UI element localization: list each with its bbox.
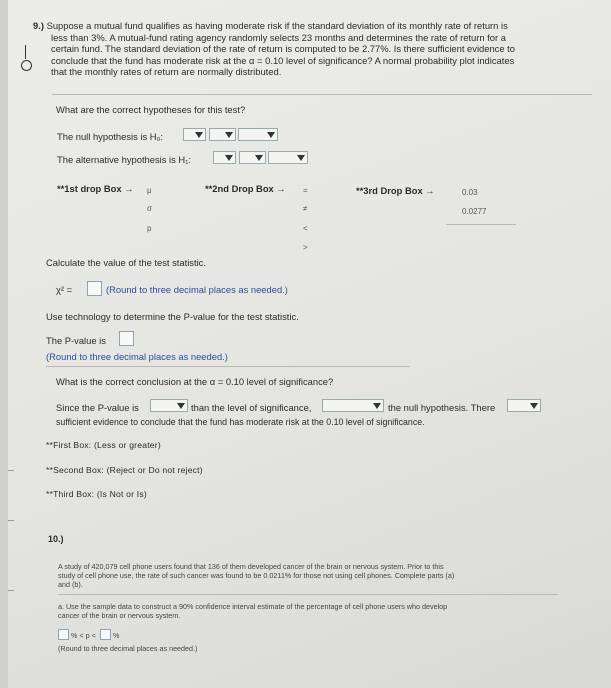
drop2-option: > bbox=[303, 243, 308, 252]
question-line: that the monthly rates of return are normally distributed. bbox=[51, 66, 282, 78]
calc-prompt: Calculate the value of the test statistic. bbox=[46, 257, 206, 268]
q10-round-hint: (Round to three decimal places as needed.) bbox=[58, 644, 198, 653]
upper-bound-input[interactable] bbox=[100, 629, 111, 640]
interval-middle: % < p < bbox=[71, 631, 96, 640]
question-line: conclude that the fund has moderate risk at the α = 0.10 level of significance? A normal probability plot indicates bbox=[51, 54, 515, 66]
lower-bound-input[interactable] bbox=[58, 629, 69, 640]
drop2-legend: **2nd Drop Box → bbox=[205, 183, 286, 194]
question-10-text bbox=[58, 562, 454, 589]
technology-prompt: Use technology to determine the P-value for the test statistic. bbox=[46, 311, 299, 322]
chi-square-label: χ² = bbox=[56, 284, 73, 295]
sufficient-text: sufficient evidence to conclude that the fund has moderate risk at the 0.10 level of significance. bbox=[56, 417, 425, 427]
hypotheses-question: What are the correct hypotheses for this test? bbox=[56, 104, 246, 115]
pvalue-label: The P-value is bbox=[46, 335, 106, 346]
part-a-line: a. Use the sample data to construct a 90% confidence interval estimate of the percentage of cell phone users who develop bbox=[58, 602, 448, 611]
null-hypothesis-label: The null hypothesis is H₀: bbox=[57, 131, 164, 142]
question-line: less than 3%. A mutual-fund rating agency randomly selects 23 months and determines the rate of return for a bbox=[51, 31, 506, 43]
drop3-option: 0.03 bbox=[462, 188, 478, 197]
pvalue-hint: (Round to three decimal places as needed.) bbox=[46, 351, 228, 362]
alt-hypothesis-label: The alternative hypothesis is H₁: bbox=[57, 154, 191, 165]
drop1-option: σ bbox=[147, 204, 152, 213]
second-box-hint: **Second Box: (Reject or Do not reject) bbox=[46, 465, 203, 475]
margin-tick bbox=[8, 520, 14, 521]
part-a-text bbox=[58, 602, 447, 620]
chi-square-input[interactable] bbox=[87, 281, 102, 296]
question-9-text bbox=[33, 20, 593, 78]
drop2-option: = bbox=[303, 186, 308, 195]
margin-mark bbox=[25, 45, 26, 59]
question-line: certain fund. The standard deviation of the rate of return is computed to be 2.77%. Is there sufficient evidence to bbox=[51, 43, 515, 55]
drop1-legend: **1st drop Box → bbox=[57, 183, 134, 194]
question-10-number: 10.) bbox=[48, 534, 64, 544]
null-value-dropdown[interactable] bbox=[238, 128, 278, 141]
alt-param-dropdown[interactable] bbox=[213, 151, 236, 164]
margin-tick bbox=[8, 470, 14, 471]
null-param-dropdown[interactable] bbox=[183, 128, 206, 141]
null-text: the null hypothesis. There bbox=[388, 402, 496, 413]
alt-relation-dropdown[interactable] bbox=[239, 151, 266, 164]
null-relation-dropdown[interactable] bbox=[209, 128, 236, 141]
divider bbox=[46, 366, 410, 367]
drop1-option: μ bbox=[147, 186, 152, 195]
question-line: and (b). bbox=[58, 580, 83, 589]
drop2-option: ≠ bbox=[303, 204, 308, 213]
evidence-dropdown[interactable] bbox=[507, 399, 541, 412]
question-number: 9.) bbox=[33, 20, 44, 31]
round-hint: (Round to three decimal places as needed.) bbox=[106, 284, 288, 295]
drop3-legend: **3rd Drop Box → bbox=[356, 185, 435, 196]
drop1-option: p bbox=[147, 224, 152, 233]
first-box-hint: **First Box: (Less or greater) bbox=[46, 440, 161, 450]
alt-value-dropdown[interactable] bbox=[268, 151, 308, 164]
question-line: study of cell phone use, the rate of such cancer was found to be 0.0211% for those not using cell phones. Complete parts (a) bbox=[58, 571, 455, 580]
pvalue-input[interactable] bbox=[119, 331, 134, 346]
part-a-line: cancer of the brain or nervous system. bbox=[58, 611, 181, 620]
question-line: A study of 420,079 cell phone users found that 136 of them developed cancer of the brain or nervous system. Prior to this bbox=[58, 562, 444, 571]
drop3-option: 0.0277 bbox=[462, 207, 487, 216]
divider bbox=[52, 94, 592, 95]
question-line: Suppose a mutual fund qualifies as having moderate risk if the standard deviation of its monthly rate of return is bbox=[46, 20, 508, 31]
divider bbox=[58, 594, 558, 595]
conclusion-question: What is the correct conclusion at the α = 0.10 level of significance? bbox=[56, 376, 334, 387]
interval-end: % bbox=[113, 631, 120, 640]
third-box-hint: **Third Box: (Is Not or Is) bbox=[46, 489, 147, 499]
margin-circle bbox=[21, 60, 32, 71]
than-text: than the level of significance, bbox=[191, 402, 312, 413]
drop2-option: < bbox=[303, 224, 308, 233]
divider bbox=[446, 224, 516, 225]
pvalue-comparison-dropdown[interactable] bbox=[150, 399, 188, 412]
reject-decision-dropdown[interactable] bbox=[322, 399, 384, 412]
margin-tick bbox=[8, 590, 14, 591]
since-text: Since the P-value is bbox=[56, 402, 139, 413]
